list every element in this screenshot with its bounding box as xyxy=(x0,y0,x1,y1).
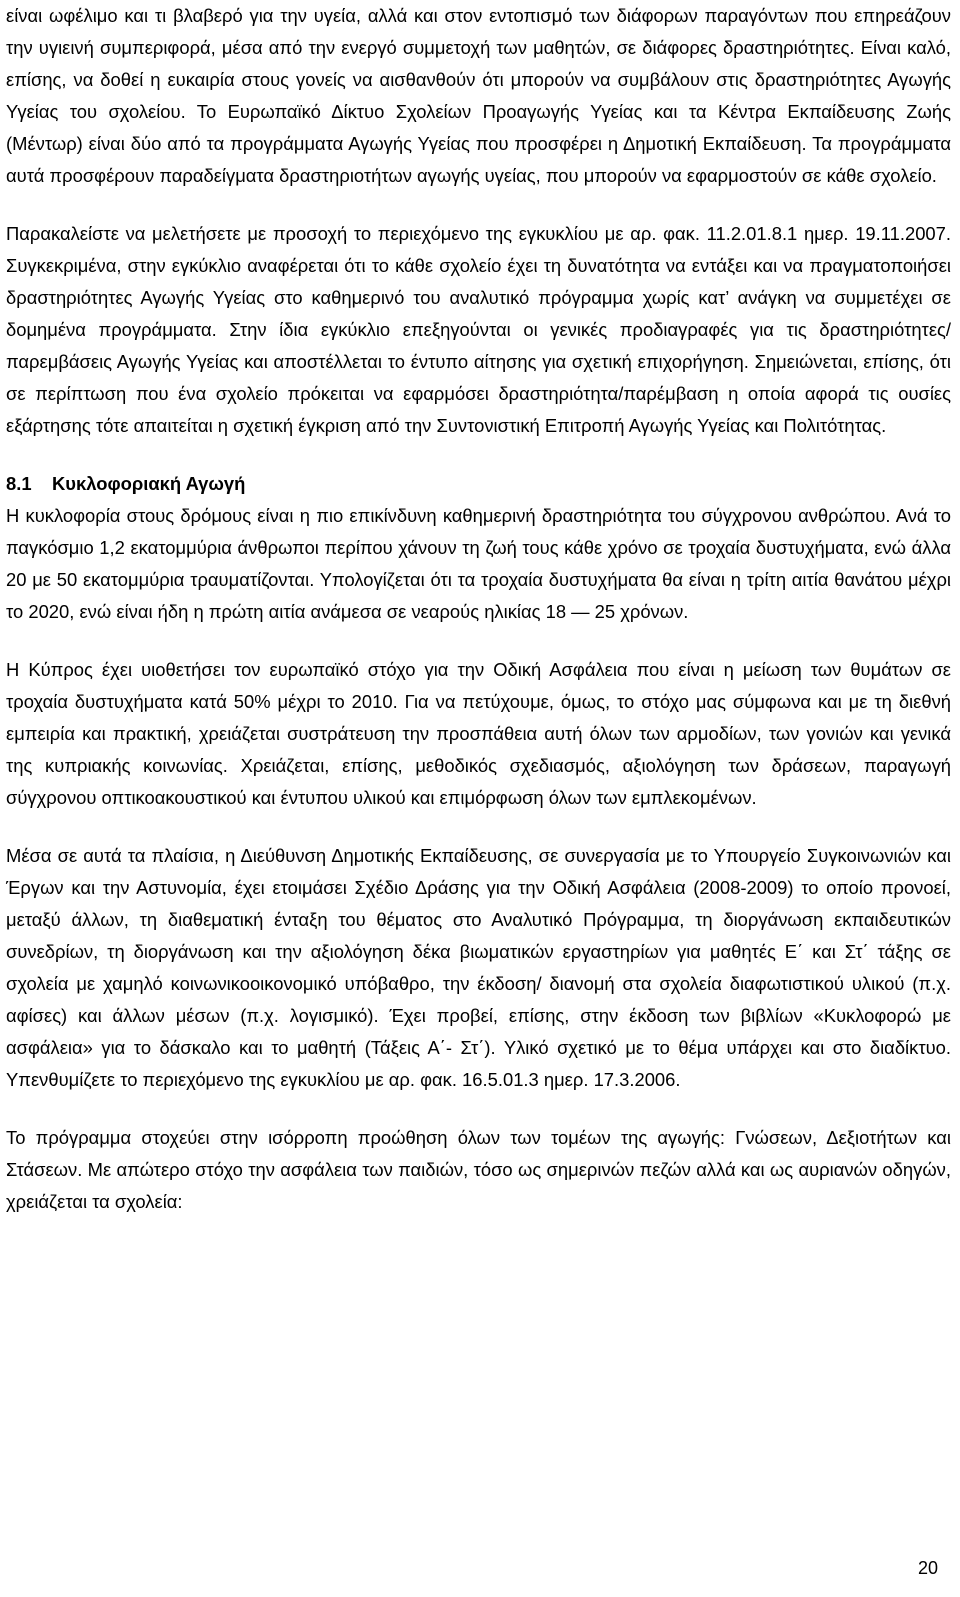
paragraph-action-plan: Μέσα σε αυτά τα πλαίσια, η Διεύθυνση Δημοτικής Εκπαίδευσης, σε συνεργασία με το Υπουργείο Συγκοινωνιών και Έργων και την Αστυνομία, έχει ετοιμάσει Σχέδιο Δράσης για την Οδική Ασφάλεια (2008-2009) το οποίο προνοεί, μεταξύ άλλων, τη διαθεματική ένταξη του θέματος στο Αναλυτικό Πρόγραμμα, τη διοργάνωση εκπαιδευτικών συνεδρίων, τη διοργάνωση και την αξιολόγηση δέκα βιωματικών εργαστηρίων για μαθητές Ε΄ και Στ΄ τάξης σε σχολεία με χαμηλό κοινωνικοοικονομικό υπόβαθρο, την έκδοση/ διανομή στα σχολεία διαφωτιστικού υλικού (π.χ. αφίσες) και άλλων μέσων (π.χ. λογισμικό). Έχει προβεί, επίσης, στην έκδοση των βιβλίων «Κυκλοφορώ με ασφάλεια» για το δάσκαλο και το μαθητή (Τάξεις Α΄- Στ΄). Υλικό σχετικό με το θέμα υπάρχει και στο διαδίκτυο. Υπενθυμίζετε το περιεχόμενο της εγκυκλίου με αρ. φακ. 16.5.01.3 ημερ. 17.3.2006. xyxy=(6,845,951,1090)
paragraph-spacer xyxy=(6,814,951,840)
paragraph-spacer xyxy=(6,1096,951,1122)
section-heading xyxy=(6,468,951,500)
page-number: 20 xyxy=(917,1558,938,1578)
document-page xyxy=(6,0,951,1218)
paragraph-spacer xyxy=(6,628,951,654)
paragraph-traffic-danger: Η κυκλοφορία στους δρόμους είναι η πιο επικίνδυνη καθημερινή δραστηριότητα του σύγχρονου ανθρώπου. Ανά το παγκόσμιο 1,2 εκατομμύρια άνθρωποι περίπου χάνουν τη ζωή τους κάθε χρόνο σε τροχαία δυστυχήματα, ενώ άλλα 20 με 50 εκατομμύρια τραυματίζονται. Υπολογίζεται ότι τα τροχαία δυστυχήματα θα είναι η τρίτη αιτία θανάτου μέχρι το 2020, ενώ είναι ήδη η πρώτη αιτία ανάμεσα σε νεαρούς ηλικίας 18 — 25 χρόνων. xyxy=(6,505,951,622)
paragraph-health-education-intro: είναι ωφέλιμο και τι βλαβερό για την υγεία, αλλά και στον εντοπισμό των διάφορων παραγόντων που επηρεάζουν την υγιεινή συμπεριφορά, μέσα από την ενεργό συμμετοχή των μαθητών, σε διάφορες δραστηριότητες. Είναι καλό, επίσης, να δοθεί η ευκαιρία στους γονείς να αισθανθούν ότι μπορούν να συμβάλουν στις δραστηριότητες Αγωγής Υγείας του σχολείου. Το Ευρωπαϊκό Δίκτυο Σχολείων Προαγωγής Υγείας και τα Κέντρα Εκπαίδευσης Ζωής (Μέντωρ) είναι δύο από τα προγράμματα Αγωγής Υγείας που προσφέρει η Δημοτική Εκπαίδευση. Τα προγράμματα αυτά προσφέρουν παραδείγματα δραστηριοτήτων αγωγής υγείας, που μπορούν να εφαρμοστούν σε κάθε σχολείο. xyxy=(6,5,951,186)
section-number: 8.1 xyxy=(6,473,32,494)
paragraph-circular-reference: Παρακαλείστε να μελετήσετε με προσοχή το περιεχόμενο της εγκυκλίου με αρ. φακ. 11.2.01.8.1 ημερ. 19.11.2007. Συγκεκριμένα, στην εγκύκλιο αναφέρεται ότι το κάθε σχολείο έχει τη δυνατότητα να εντάξει και να πραγματοποιήσει δραστηριότητες Αγωγής Υγείας στο καθημερινό του αναλυτικό πρόγραμμα χωρίς κατ’ ανάγκη να συμμετέχει σε δομημένα προγράμματα. Στην ίδια εγκύκλιο επεξηγούνται οι γενικές προδιαγραφές για τις δραστηριότητες/παρεμβάσεις Αγωγής Υγείας και αποστέλλεται το έντυπο αίτησης για σχετική επιχορήγηση. Σημειώνεται, επίσης, ότι σε περίπτωση που ένα σχολείο πρόκειται να εφαρμόσει δραστηριότητα/παρέμβαση η οποία αφορά τις ουσίες εξάρτησης τότε απαιτείται η σχετική έγκριση από την Συντονιστική Επιτροπή Αγωγής Υγείας και Πολιτότητας. xyxy=(6,223,951,436)
paragraph-program-goals: Το πρόγραμμα στοχεύει στην ισόρροπη προώθηση όλων των τομέων της αγωγής: Γνώσεων, Δεξιοτήτων και Στάσεων. Με απώτερο στόχο την ασφάλεια των παιδιών, τόσο ως σημερινών πεζών αλλά και ως αυριανών οδηγών, χρειάζεται τα σχολεία: xyxy=(6,1127,951,1212)
section-title: Κυκλοφοριακή Αγωγή xyxy=(52,473,246,494)
paragraph-spacer xyxy=(6,192,951,218)
paragraph-spacer xyxy=(6,442,951,468)
paragraph-cyprus-goal: Η Κύπρος έχει υιοθετήσει τον ευρωπαϊκό στόχο για την Οδική Ασφάλεια που είναι η μείωση των θυμάτων σε τροχαία δυστυχήματα κατά 50% μέχρι το 2010. Για να πετύχουμε, όμως, το στόχο μας σύμφωνα και με τη διεθνή εμπειρία και πρακτική, χρειάζεται συστράτευση την προσπάθεια αυτή όλων των αρμοδίων, των γονιών και γενικά της κυπριακής κοινωνίας. Χρειάζεται, επίσης, μεθοδικός σχεδιασμός, αξιολόγηση των δράσεων, παραγωγή σύγχρονου οπτικοακουστικού και έντυπου υλικού και επιμόρφωση όλων των εμπλεκομένων. xyxy=(6,659,951,808)
